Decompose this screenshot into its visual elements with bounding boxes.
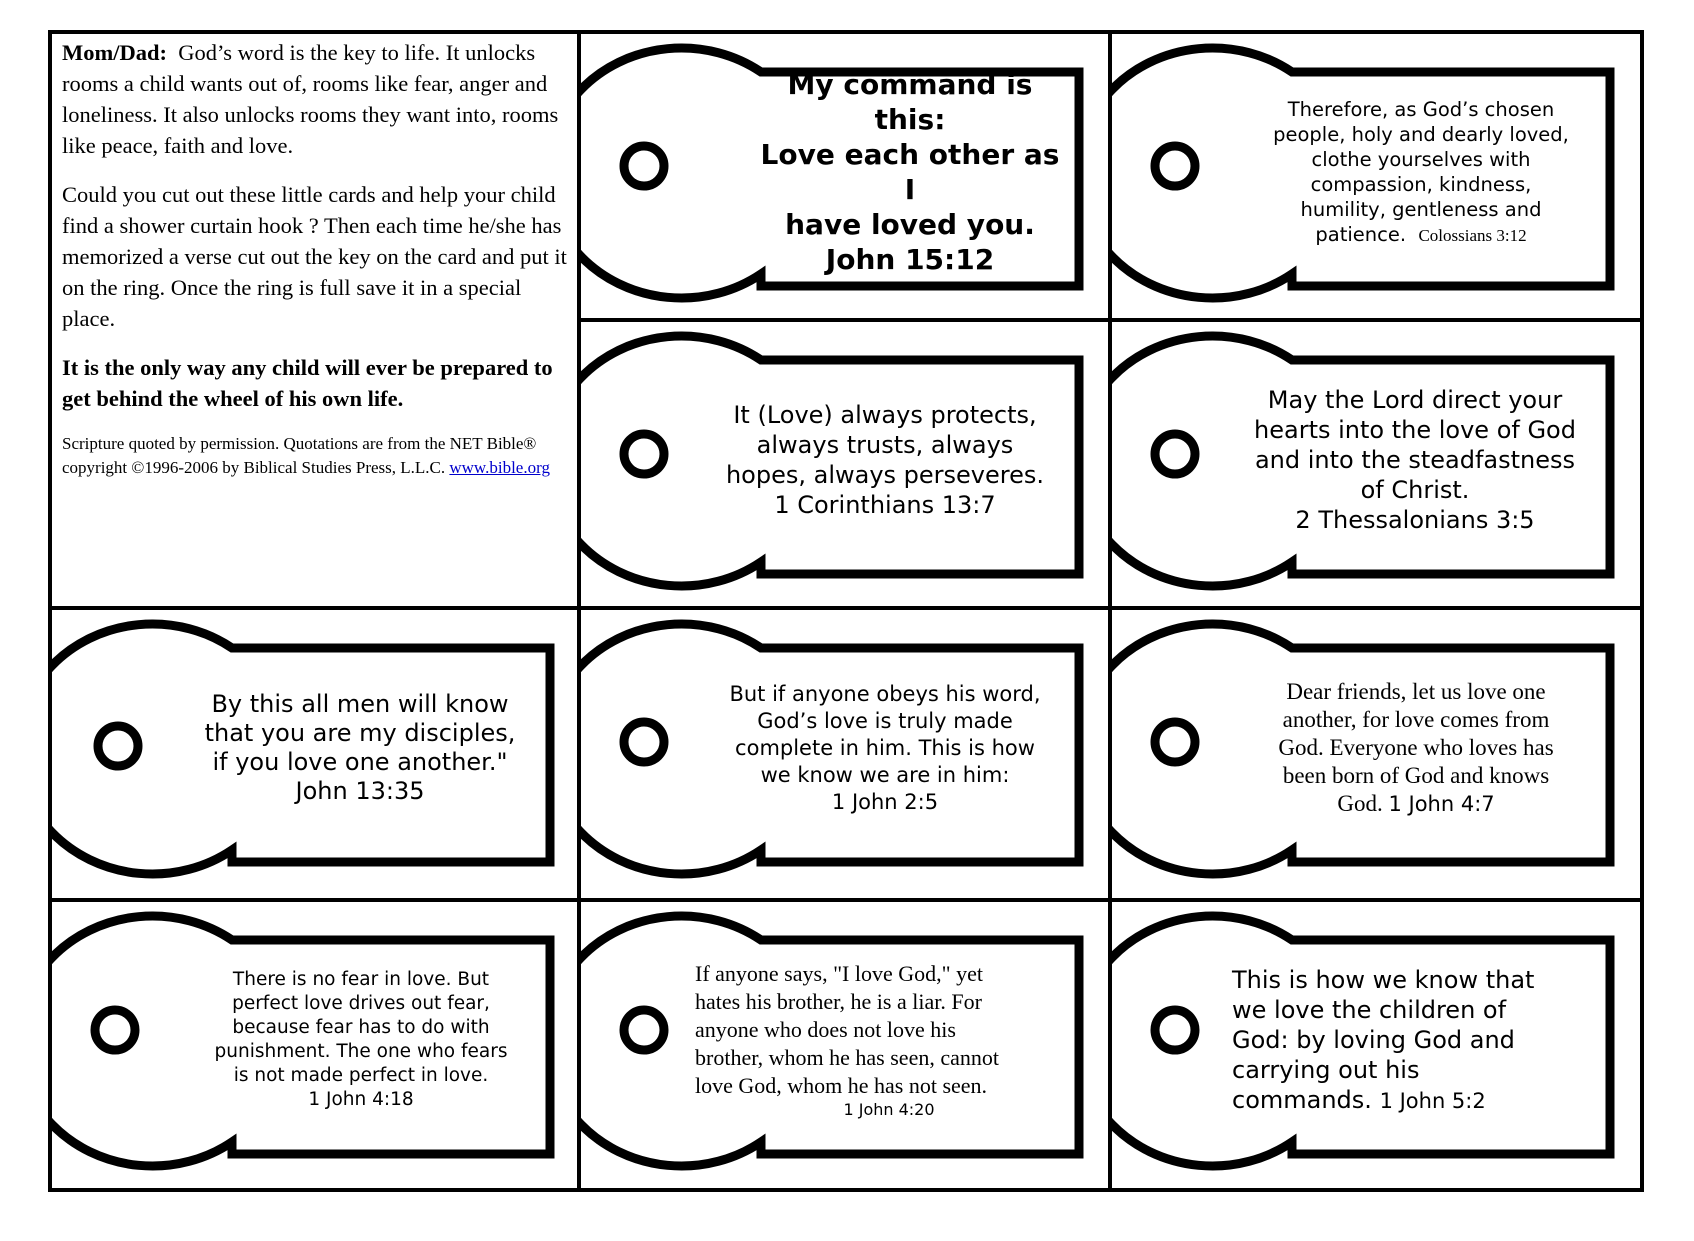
instructions-paragraph: Could you cut out these little cards and help your child find a shower curtain hook ? Then each time he/she has memorized a verse cut out the key on the card and put it on the ring. Once the ring is full save it in a special place. — [62, 182, 567, 331]
verse-text — [1232, 74, 1610, 270]
verse-body: May the Lord direct your hearts into the love of God and into the steadfastness of Christ. — [1254, 386, 1576, 504]
verse-reference: 2 Thessalonians 3:5 — [1295, 506, 1535, 534]
key-card — [52, 902, 580, 1190]
key-card — [1112, 610, 1640, 898]
key-ring-hole — [95, 1010, 135, 1050]
emphasis-paragraph: It is the only way any child will ever be prepared to get behind the wheel of his own life. — [62, 355, 553, 411]
key-ring-hole — [624, 434, 664, 474]
verse-text — [691, 362, 1079, 558]
verse-reference: 1 John 2:5 — [831, 789, 939, 814]
intro-text: God’s word is the key to life. It unlocks rooms a child wants out of, rooms like fear, anger and loneliness. It also unlocks rooms they want into, rooms like peace, faith and love. — [62, 40, 559, 158]
key-ring-hole — [624, 1010, 664, 1050]
verse-body: But if anyone obeys his word, God’s love is truly made complete in him. This is how we know we are in him: — [729, 681, 1041, 787]
key-card — [581, 34, 1109, 322]
verse-body-text: Dear friends, let us love one another, for love comes from God. Everyone who loves has been born of God and knows God. — [1278, 679, 1554, 816]
intro-paragraph — [62, 37, 574, 161]
verse-body: If anyone says, "I love God," yet hates his brother, he is a liar. For anyone who does not love his brother, whom he has seen, cannot love God, whom he has not seen. — [695, 961, 999, 1098]
verse-reference: 1 John 5:2 — [1379, 1088, 1486, 1113]
credit-text: Scripture quoted by permission. Quotations are from the NET Bible® copyright ©1996-2006 by Biblical Studies Press, L.L.C. — [62, 434, 537, 477]
verse-body-text: Therefore, as God’s chosen people, holy and dearly loved, clothe yourselves with compassion, kindness, humility, gentleness and patience. — [1273, 97, 1569, 246]
key-ring-hole — [1155, 434, 1195, 474]
verse-reference: John 13:35 — [295, 777, 425, 805]
verse-text — [170, 650, 550, 846]
verse-body — [1222, 678, 1610, 818]
verse-reference: 1 John 4:18 — [308, 1089, 414, 1110]
verse-text — [691, 650, 1079, 846]
verse-body: It (Love) always protects, always trusts, always hopes, always perseveres. — [725, 401, 1045, 489]
parent-note — [62, 37, 574, 480]
verse-body-text: This is how we know that we love the children of God: by loving God and carrying out his commands. — [1232, 965, 1535, 1114]
bible-org-link[interactable]: www.bible.org — [449, 458, 550, 477]
key-card — [581, 322, 1109, 610]
scripture-credit — [62, 432, 574, 480]
key-card — [1112, 34, 1640, 322]
verse-reference: 1 Corinthians 13:7 — [774, 491, 996, 519]
key-card — [1112, 322, 1640, 610]
verse-text — [751, 68, 1069, 276]
verse-reference: Colossians 3:12 — [1418, 225, 1527, 245]
key-ring-hole — [624, 722, 664, 762]
key-ring-hole — [624, 146, 664, 186]
key-card — [52, 610, 580, 898]
verse-reference: 1 John 4:7 — [1388, 792, 1495, 816]
verse-text — [1216, 362, 1614, 558]
verse-body: By this all men will know that you are my disciples, if you love one another." — [204, 690, 516, 776]
key-card — [581, 902, 1109, 1190]
verse-reference: John 15:12 — [825, 243, 995, 276]
verse-body: My command is this: Love each other as I have loved you. — [760, 68, 1060, 241]
key-ring-hole — [98, 726, 138, 766]
key-ring-hole — [1155, 146, 1195, 186]
key-ring-hole — [1155, 722, 1195, 762]
verse-body — [1232, 965, 1614, 1116]
intro-lead: Mom/Dad: — [62, 40, 167, 65]
verse-text — [1228, 942, 1614, 1138]
key-ring-hole — [1155, 1010, 1195, 1050]
key-card — [581, 610, 1109, 898]
verse-text — [691, 942, 1083, 1138]
verse-text — [172, 942, 550, 1138]
verse-body — [1232, 97, 1610, 248]
key-card — [1112, 902, 1640, 1190]
verse-text — [1222, 650, 1610, 846]
verse-reference: 1 John 4:20 — [843, 1100, 935, 1119]
verse-body: There is no fear in love. But perfect love drives out fear, because fear has to do with punishment. The one who fears is not made perfect in love. — [214, 969, 508, 1086]
